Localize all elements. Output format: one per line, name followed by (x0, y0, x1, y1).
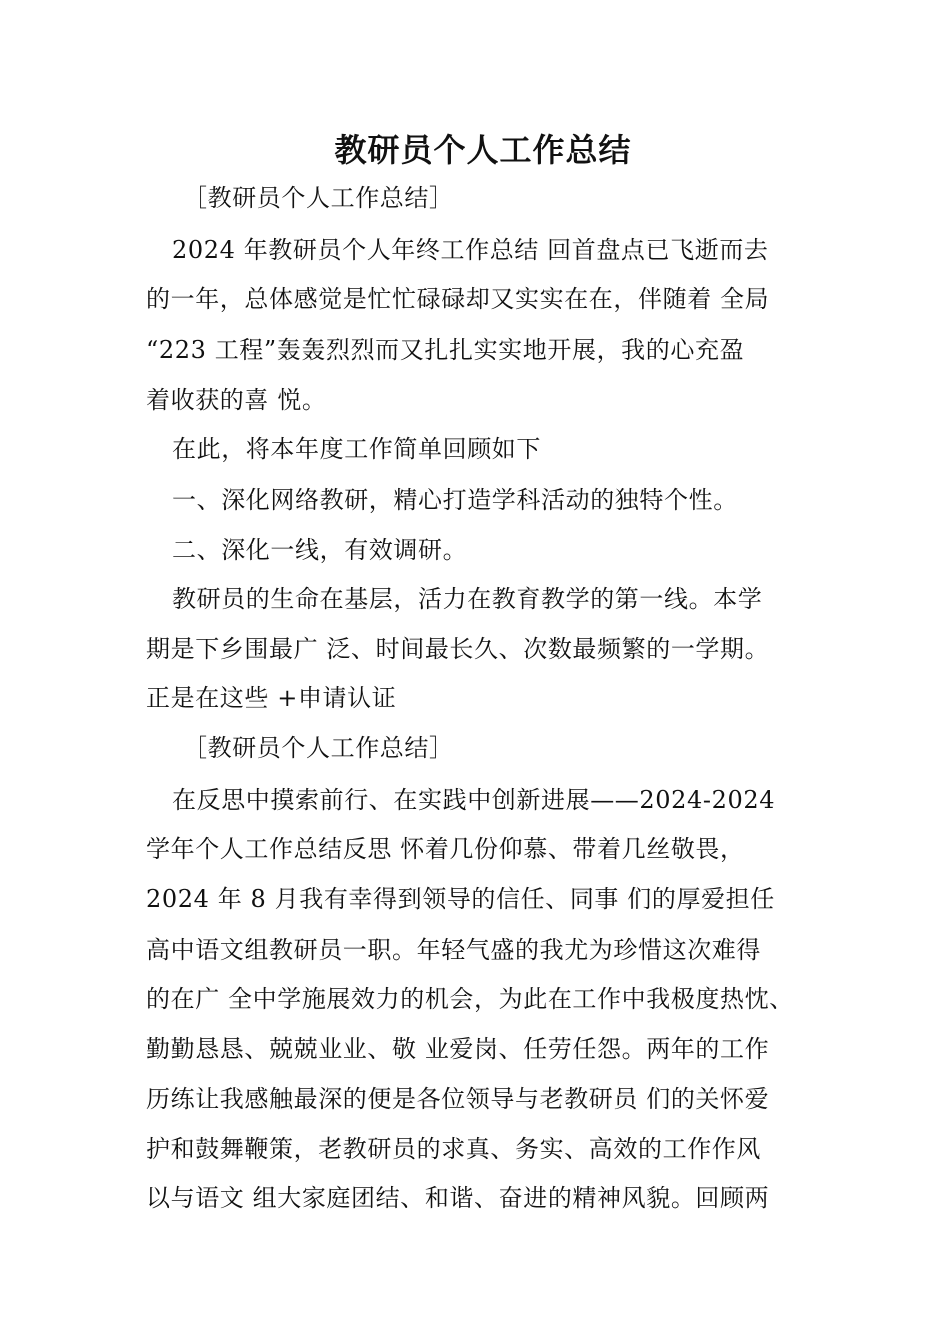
paragraph-line: 以与语文 组大家庭团结、和谐、奋进的精神风貌。回顾两 (146, 1184, 770, 1212)
paragraph-line: 2024 年 8 月我有幸得到领导的信任、同事 们的厚爱担任 (146, 885, 775, 913)
paragraph-line: 2024 年教研员个人年终工作总结 回首盘点已飞逝而去 (172, 236, 769, 264)
paragraph-line: 高中语文组教研员一职。年轻气盛的我尤为珍惜这次难得 (146, 936, 761, 964)
list-item: 一、深化网络教研，精心打造学科活动的独特个性。 (172, 486, 738, 514)
paragraph-line: 护和鼓舞鞭策，老教研员的求真、务实、高效的工作作风 (146, 1135, 761, 1163)
section-heading: ［教研员个人工作总结］ (183, 184, 454, 212)
paragraph-line: 正是在这些 +申请认证 (146, 684, 397, 712)
list-item: 二、深化一线，有效调研。 (172, 536, 468, 564)
paragraph-line: 教研员的生命在基层，活力在教育教学的第一线。本学 (172, 585, 763, 613)
paragraph-line: 在此，将本年度工作简单回顾如下 (172, 435, 541, 463)
paragraph-line: 的一年，总体感觉是忙忙碌碌却又实实在在，伴随着 全局 (146, 285, 770, 313)
paragraph-line: 的在广 全中学施展效力的机会，为此在工作中我极度热忱、 (146, 985, 794, 1013)
paragraph-line: 在反思中摸索前行、在实践中创新进展——2024-2024 (172, 786, 776, 814)
paragraph-line: “223 工程”轰轰烈烈而又扎扎实实地开展，我的心充盈 (146, 336, 745, 364)
paragraph-line: 着收获的喜 悦。 (146, 386, 327, 414)
document-title: 教研员个人工作总结 (334, 131, 632, 169)
paragraph-line: 学年个人工作总结反思 怀着几份仰慕、带着几丝敬畏， (146, 835, 745, 863)
paragraph-line: 历练让我感触最深的便是各位领导与老教研员 们的关怀爱 (146, 1085, 770, 1113)
section-heading: ［教研员个人工作总结］ (183, 734, 454, 762)
paragraph-line: 期是下乡围最广 泛、时间最长久、次数最频繁的一学期。 (146, 635, 770, 663)
paragraph-line: 勤勤恳恳、兢兢业业、敬 业爱岗、任劳任怨。两年的工作 (146, 1035, 770, 1063)
